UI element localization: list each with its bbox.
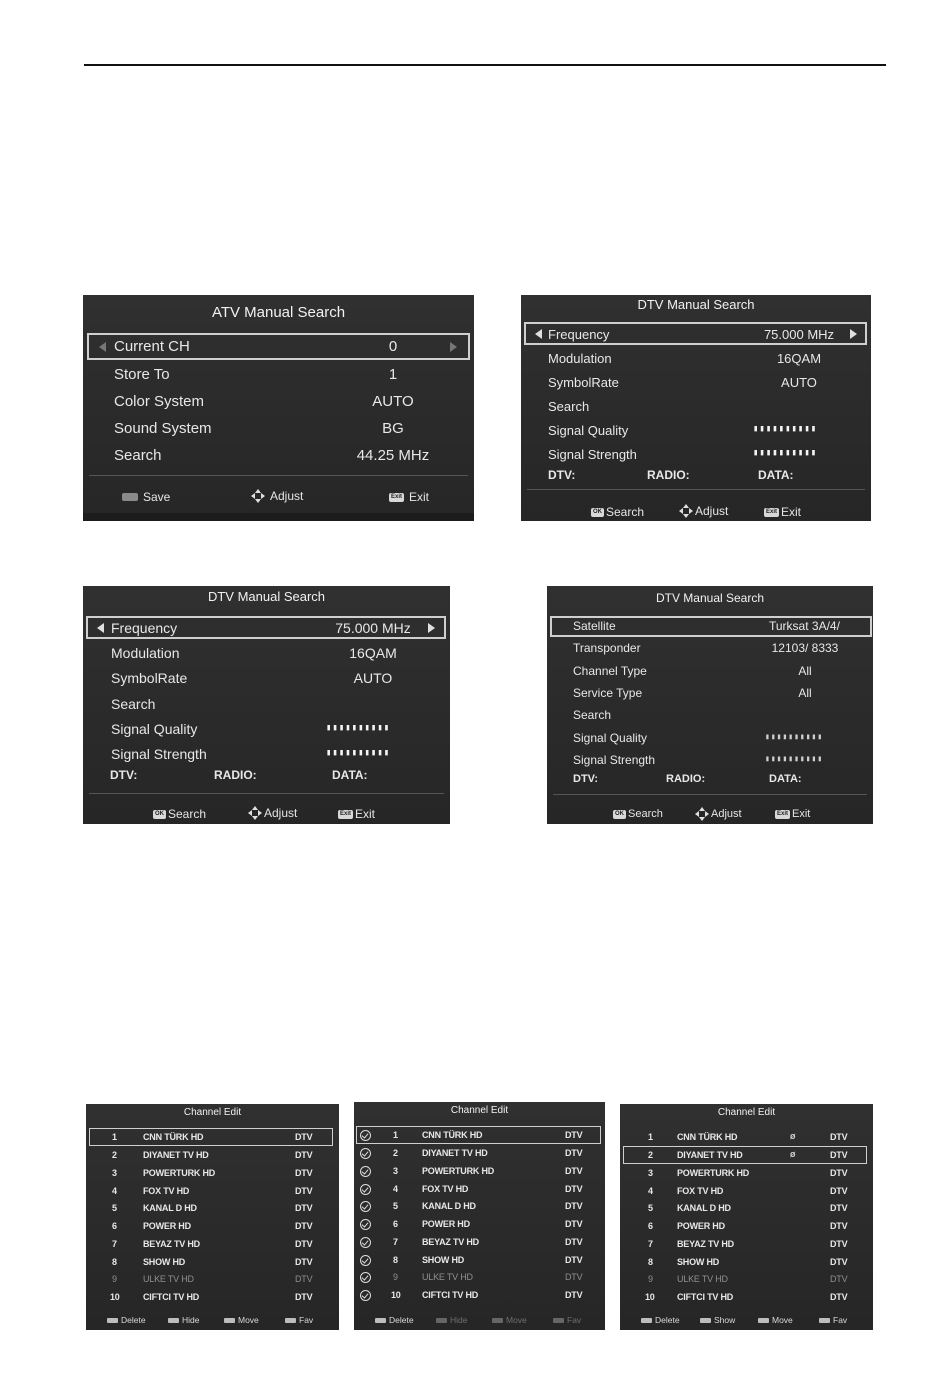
list-item[interactable]: 9 ULKE TV HD DTV [648,1274,848,1284]
atv-manual-search-panel: ATV Manual Search Current CH 0 Store To 1 Color System AUTO Sound System BG Search 44.25 MHz Save Adjust Exit Exit [83,295,474,521]
data-count: DATA: [758,468,794,482]
footer-move[interactable]: Move [758,1315,793,1325]
hidden-icon: ø [790,1149,796,1159]
panel-title: Channel Edit [450,1105,509,1116]
footer-exit[interactable]: Exit Exit [391,490,430,504]
signal-strength-bars: ▮▮▮▮▮▮▮▮▮▮ [326,748,391,758]
footer-search[interactable]: OK Search [593,505,645,519]
list-item[interactable]: 3 POWERTURK HD DTV [112,1168,313,1178]
red-key-icon [375,1318,386,1323]
signal-strength-bars: ▮▮▮▮▮▮▮▮▮▮ [765,754,824,763]
list-item[interactable]: 10 CIFTCI TV HD DTV [354,1287,605,1304]
check-icon [360,1290,371,1301]
footer-adjust[interactable]: Adjust [679,504,728,518]
check-icon [360,1184,371,1195]
left-arrow-icon[interactable] [99,342,106,352]
dpad-icon [679,504,693,518]
list-item[interactable]: 10 CIFTCI TV HD DTV [645,1292,848,1302]
right-arrow-icon[interactable] [428,623,435,633]
check-icon [360,1166,371,1177]
footer-hide: Hide [436,1315,467,1325]
footer-delete[interactable]: Delete [641,1315,680,1325]
signal-quality-bars: ▮▮▮▮▮▮▮▮▮▮ [765,732,824,741]
yellow-key-icon [224,1318,235,1323]
dtv-count: DTV: [110,768,138,782]
bottom-strip [83,513,474,521]
list-item[interactable]: 5 KANAL D HD DTV [112,1203,313,1213]
channel-edit-panel-3 [620,1104,873,1330]
footer-fav[interactable]: Fav [285,1315,313,1325]
list-item[interactable]: 9 ULKE TV HD DTV [112,1274,313,1284]
footer-divider [553,794,867,795]
footer-exit[interactable]: Exit Exit [766,505,802,519]
check-icon [360,1272,371,1283]
signal-quality-bars: ▮▮▮▮▮▮▮▮▮▮ [753,424,818,434]
check-icon [360,1237,371,1248]
footer-delete[interactable]: Delete [375,1315,414,1325]
channel-edit-panel-1 [86,1104,339,1330]
right-arrow-icon[interactable] [850,329,857,339]
green-key-icon [436,1318,447,1323]
list-item[interactable]: 8 SHOW HD DTV [648,1257,848,1267]
dpad-icon [248,806,262,820]
blue-key-icon [285,1318,296,1323]
green-key-icon [168,1318,179,1323]
list-item[interactable]: 8 SHOW HD DTV [112,1257,313,1267]
channel-edit-panel-2 [354,1102,605,1330]
footer-search[interactable]: OK Search [155,807,207,821]
grey-key-icon [122,493,138,501]
list-item[interactable]: 2 DIYANET TV HD DTV [354,1145,605,1162]
footer-divider [89,793,444,794]
footer-save[interactable]: Save [122,490,170,504]
blue-key-icon [553,1318,564,1323]
footer-adjust[interactable]: Adjust [251,489,303,503]
left-arrow-icon[interactable] [97,623,104,633]
footer-fav: Fav [553,1315,581,1325]
dtv-count: DTV: [573,773,599,785]
radio-count: RADIO: [666,773,706,785]
page-header-rule [84,64,886,66]
panel-title: ATV Manual Search [211,304,346,321]
yellow-key-icon [758,1318,769,1323]
list-item[interactable]: 4 FOX TV HD DTV [112,1186,313,1196]
dtv-count: DTV: [548,468,576,482]
footer-search[interactable]: OK Search [615,808,663,820]
list-item[interactable]: 10 CIFTCI TV HD DTV [110,1292,313,1302]
radio-count: RADIO: [214,768,257,782]
list-item[interactable]: 5 KANAL D HD DTV [354,1198,605,1215]
green-key-icon [700,1318,711,1323]
list-item[interactable]: 3 POWERTURK HD DTV [648,1168,848,1178]
dtv-manual-search-satellite-panel: DTV Manual Search Satellite Turksat 3A/4/ Transponder 12103/ 8333 Channel Type All Service Type All Search Signal Quality ▮▮▮▮▮▮▮▮▮▮ Signal Strength ▮▮▮▮▮▮▮▮▮▮ DTV: RADIO: DATA: OK Search Adjust Exit Exit [547,586,873,824]
footer-divider [89,475,468,476]
dpad-icon [695,807,709,821]
list-item[interactable]: 6 POWER HD DTV [354,1216,605,1233]
panel-title: DTV Manual Search [207,589,326,604]
panel-title: Channel Edit [717,1107,776,1118]
dtv-manual-search-panel-2: DTV Manual Search Frequency 75.000 MHz Modulation 16QAM SymbolRate AUTO Search Signal Quality ▮▮▮▮▮▮▮▮▮▮ Signal Strength ▮▮▮▮▮▮▮▮▮▮ DTV: RADIO: DATA: OK Search Adjust Exit Exit [83,586,450,824]
blue-key-icon [819,1318,830,1323]
signal-strength-bars: ▮▮▮▮▮▮▮▮▮▮ [753,448,818,458]
footer-adjust[interactable]: Adjust [695,807,742,821]
panel-title: DTV Manual Search [655,591,765,605]
data-count: DATA: [769,773,802,785]
dtv-manual-search-panel-1: DTV Manual Search Frequency 75.000 MHz Modulation 16QAM SymbolRate AUTO Search Signal Quality ▮▮▮▮▮▮▮▮▮▮ Signal Strength ▮▮▮▮▮▮▮▮▮▮ DTV: RADIO: DATA: OK Search Adjust Exit Exit [521,295,871,521]
list-item[interactable]: 9 ULKE TV HD DTV [354,1269,605,1286]
signal-quality-bars: ▮▮▮▮▮▮▮▮▮▮ [326,723,391,733]
list-item[interactable]: 4 FOX TV HD DTV [648,1186,848,1196]
dpad-icon [251,489,265,503]
list-item[interactable]: 7 BEYAZ TV HD DTV [648,1239,848,1249]
yellow-key-icon [492,1318,503,1323]
footer-delete[interactable]: Delete [107,1315,146,1325]
panel-title: DTV Manual Search [637,297,755,312]
data-count: DATA: [332,768,368,782]
list-item[interactable]: 8 SHOW HD DTV [354,1252,605,1269]
list-item[interactable]: 2 DIYANET TV HD DTV [112,1150,313,1160]
radio-count: RADIO: [647,468,690,482]
list-item[interactable]: 7 BEYAZ TV HD DTV [354,1234,605,1251]
list-item[interactable]: 3 POWERTURK HD DTV [354,1163,605,1180]
footer-fav[interactable]: Fav [819,1315,847,1325]
footer-hide[interactable]: Hide [168,1315,199,1325]
list-item[interactable]: 6 POWER HD DTV [648,1221,848,1231]
list-item[interactable]: 1 CNN TÜRK HD DTV [112,1132,313,1142]
list-item[interactable]: 6 POWER HD DTV [112,1221,313,1231]
hidden-icon: ø [790,1131,796,1141]
footer-move[interactable]: Move [224,1315,259,1325]
list-item[interactable]: 4 FOX TV HD DTV [354,1181,605,1198]
list-item[interactable]: 1 CNN TÜRK HD DTV [354,1127,605,1144]
panel-title: Channel Edit [183,1107,242,1118]
check-icon [360,1130,371,1141]
red-key-icon [641,1318,652,1323]
check-icon [360,1201,371,1212]
footer-move: Move [492,1315,527,1325]
footer-exit[interactable]: Exit Exit [777,808,811,820]
list-item[interactable]: 5 KANAL D HD DTV [648,1203,848,1213]
list-item[interactable]: 1 CNN TÜRK HD ø DTV [648,1131,848,1142]
footer-divider [527,489,865,490]
footer-exit[interactable]: Exit Exit [340,807,376,821]
check-icon [360,1148,371,1159]
footer-adjust[interactable]: Adjust [248,806,297,820]
red-key-icon [107,1318,118,1323]
check-icon [360,1255,371,1266]
footer-show[interactable]: Show [700,1315,735,1325]
left-arrow-icon[interactable] [535,329,542,339]
check-icon [360,1219,371,1230]
list-item[interactable]: 2 DIYANET TV HD ø DTV [648,1149,848,1160]
list-item[interactable]: 7 BEYAZ TV HD DTV [112,1239,313,1249]
